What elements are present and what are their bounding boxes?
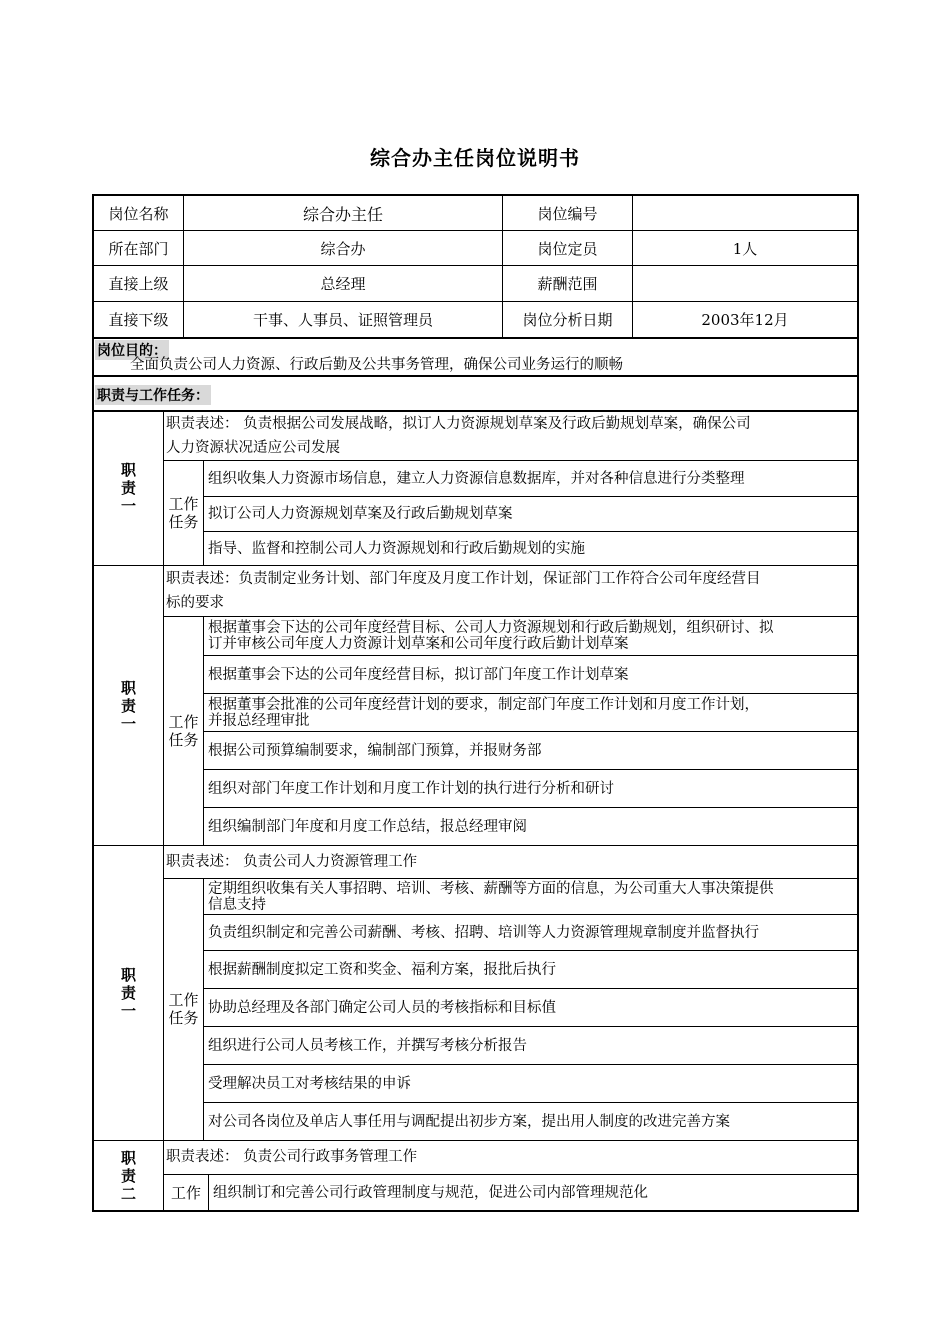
duty-3-task: 对公司各岗位及单店人事任用与调配提出初步方案，提出用人制度的改进完善方案 xyxy=(208,1113,730,1130)
duty-3-side-label: 职 责 一 xyxy=(120,966,136,1020)
label-position-name: 岗位名称 xyxy=(108,204,169,223)
value-position-name: 综合办主任 xyxy=(302,204,383,224)
duty-4-description: 职责表述： 负责公司行政事务管理工作 xyxy=(166,1149,418,1165)
value-subordinates: 干事、人事员、证照管理员 xyxy=(252,311,433,329)
label-department: 所在部门 xyxy=(108,239,169,258)
duty-2-task: 根据董事会下达的公司年度经营目标、公司人力资源规划和行政后勤规划，组织研讨、拟 订并审核公司年度人力资源计划草案和公司年度行政后勤计划草案 xyxy=(208,620,774,652)
value-analysis-date: 2003年12月 xyxy=(701,311,789,329)
value-headcount: 1人 xyxy=(732,239,758,258)
value-supervisor: 总经理 xyxy=(320,275,366,293)
label-salary-range: 薪酬范围 xyxy=(537,275,598,293)
duty-2-task: 组织编制部门年度和月度工作总结，报总经理审阅 xyxy=(208,818,527,835)
duty-2-description: 职责表述：负责制定业务计划、部门年度及月度工作计划，保证部门工作符合公司年度经营目 标的要求 xyxy=(166,571,761,611)
duties-label: 职责与工作任务： xyxy=(95,385,211,405)
duty-1-tasks-label: 工作 任务 xyxy=(168,494,199,531)
duty-2-task: 根据公司预算编制要求，编制部门预算，并报财务部 xyxy=(208,742,542,759)
duty-4-tasks-label: 工作 xyxy=(170,1183,201,1202)
duty-3-task: 根据薪酬制度拟定工资和奖金、福利方案，报批后执行 xyxy=(208,961,556,978)
label-subordinates: 直接下级 xyxy=(108,311,169,329)
duty-4-task: 组织制订和完善公司行政管理制度与规范，促进公司内部管理规范化 xyxy=(213,1185,648,1201)
purpose-text: 全面负责公司人力资源、行政后勤及公共事务管理，确保公司业务运行的顺畅 xyxy=(130,357,623,373)
purpose-label: 岗位目的： xyxy=(95,340,169,360)
duty-2-task: 根据董事会下达的公司年度经营目标，拟订部门年度工作计划草案 xyxy=(208,666,629,683)
duty-1-description: 职责表述： 负责根据公司发展战略，拟订人力资源规划草案及行政后勤规划草案，确保公司 人力资源状况适应公司发展 xyxy=(166,416,751,456)
duty-3-tasks-label: 工作 任务 xyxy=(168,991,199,1027)
label-supervisor: 直接上级 xyxy=(108,275,169,293)
page-title: 综合办主任岗位说明书 xyxy=(370,146,580,170)
duty-1-task: 指导、监督和控制公司人力资源规划和行政后勤规划的实施 xyxy=(208,540,585,557)
label-position-number: 岗位编号 xyxy=(537,204,598,223)
duty-3-task: 组织进行公司人员考核工作，并撰写考核分析报告 xyxy=(208,1037,527,1054)
duty-2-side-label: 职 责 一 xyxy=(120,678,136,733)
duty-2-task: 组织对部门年度工作计划和月度工作计划的执行进行分析和研讨 xyxy=(208,780,614,797)
value-position-number xyxy=(633,196,857,230)
value-salary-range xyxy=(633,266,857,301)
duty-1-task: 拟订公司人力资源规划草案及行政后勤规划草案 xyxy=(208,506,513,522)
value-department: 综合办 xyxy=(320,239,366,258)
duty-1-side-label: 职 责 一 xyxy=(120,461,136,515)
label-analysis-date: 岗位分析日期 xyxy=(522,311,613,329)
duty-3-task: 协助总经理及各部门确定公司人员的考核指标和目标值 xyxy=(208,999,556,1016)
duty-1-task: 组织收集人力资源市场信息，建立人力资源信息数据库，并对各种信息进行分类整理 xyxy=(208,470,745,487)
duty-3-task: 定期组织收集有关人事招聘、培训、考核、薪酬等方面的信息，为公司重大人事决策提供 信息支持 xyxy=(208,880,774,913)
duty-3-task: 负责组织制定和完善公司薪酬、考核、招聘、培训等人力资源管理规章制度并监督执行 xyxy=(208,924,759,941)
duty-3-task: 受理解决员工对考核结果的申诉 xyxy=(208,1075,411,1092)
duty-2-tasks-label: 工作 任务 xyxy=(168,712,199,749)
duty-3-description: 职责表述： 负责公司人力资源管理工作 xyxy=(166,854,418,870)
duty-4-side-label: 职 责 二 xyxy=(120,1149,136,1203)
duty-2-task: 根据董事会批准的公司年度经营计划的要求，制定部门年度工作计划和月度工作计划， 并报总经理审批 xyxy=(208,696,759,729)
label-headcount: 岗位定员 xyxy=(537,239,598,258)
